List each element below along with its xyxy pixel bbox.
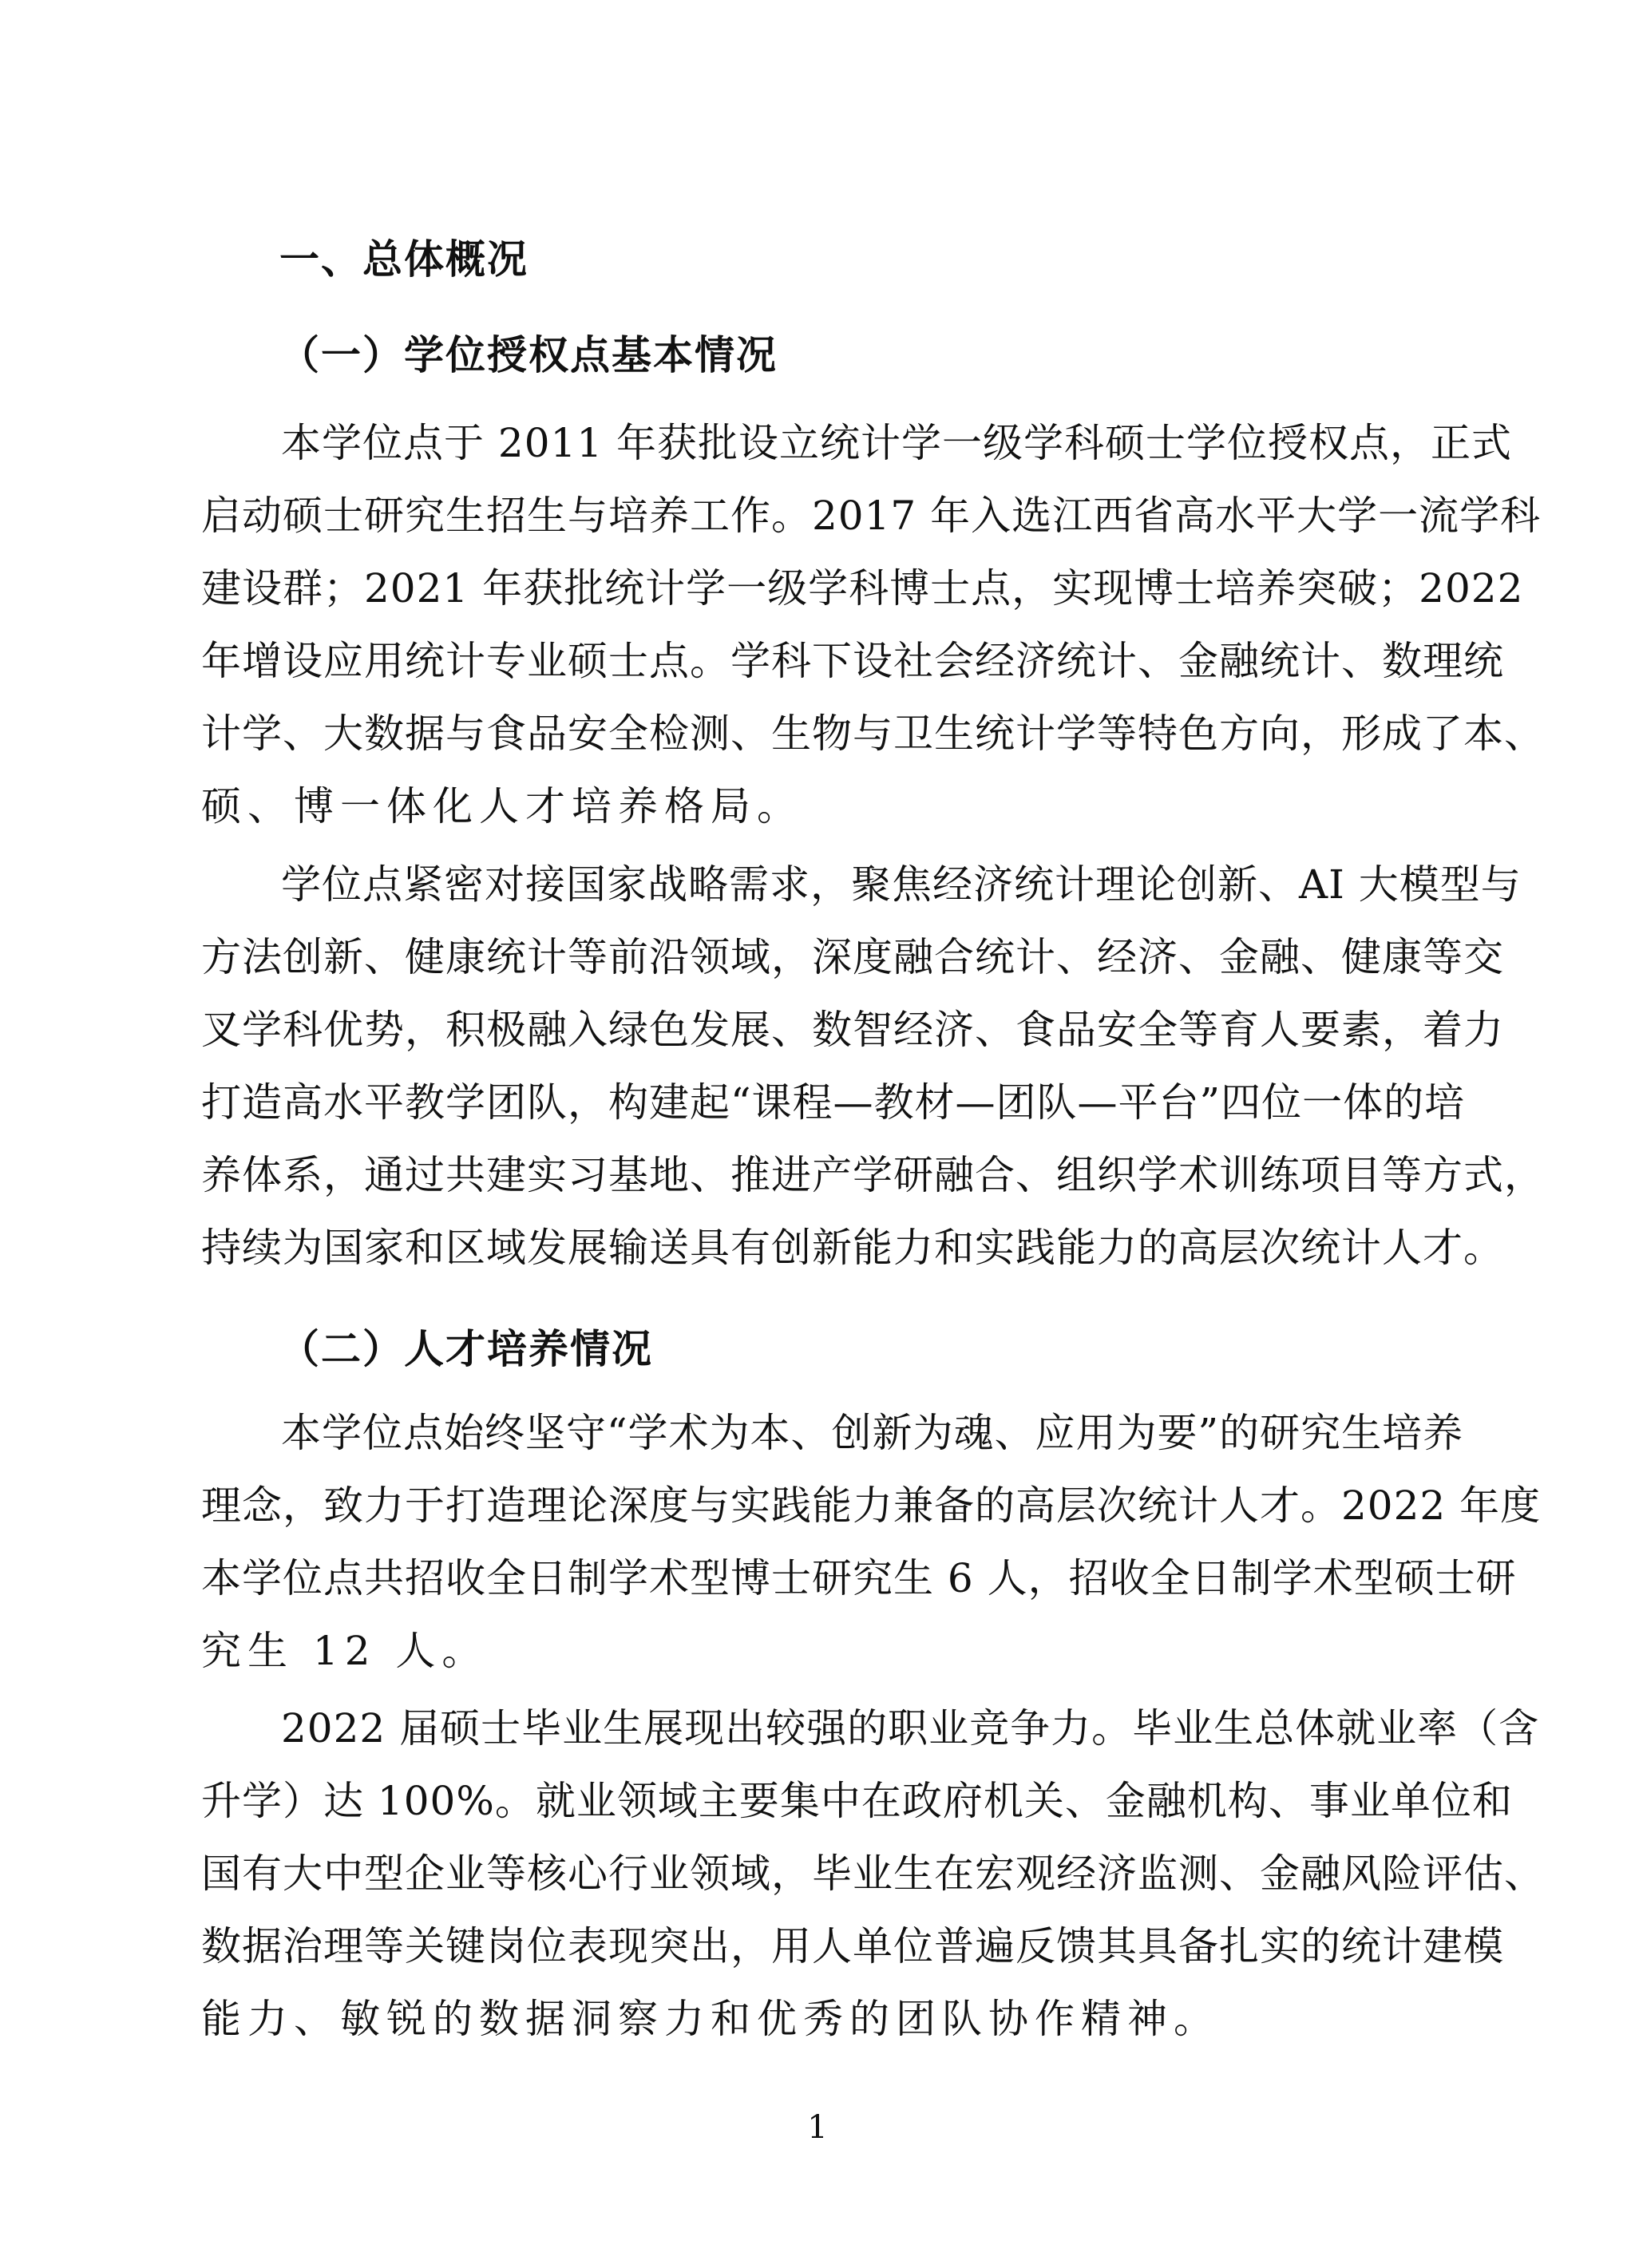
paragraph-line: 持续为国家和区域发展输送具有创新能力和实践能力的高层次统计人才。 bbox=[201, 1225, 1504, 1271]
paragraph-line: 本学位点共招收全日制学术型博士研究生 6 人，招收全日制学术型硕士研 bbox=[201, 1555, 1517, 1601]
paragraph-line: 方法创新、健康统计等前沿领域，深度融合统计、经济、金融、健康等交 bbox=[201, 934, 1504, 980]
paragraph-line: 启动硕士研究生招生与培养工作。2017 年入选江西省高水平大学一流学科 bbox=[201, 493, 1542, 539]
paragraph-line: 叉学科优势，积极融入绿色发展、数智经济、食品安全等育人要素，着力 bbox=[201, 1007, 1504, 1053]
paragraph-line: 本学位点于 2011 年获批设立统计学一级学科硕士学位授权点，正式 bbox=[281, 420, 1513, 466]
paragraph-line: 打造高水平教学团队，构建起“课程—教材—团队—平台”四位一体的培 bbox=[201, 1079, 1466, 1126]
paragraph-line: 计学、大数据与食品安全检测、生物与卫生统计学等特色方向，形成了本、 bbox=[201, 710, 1545, 757]
paragraph-line: 学位点紧密对接国家战略需求，聚焦经济统计理论创新、AI 大模型与 bbox=[281, 861, 1522, 908]
section-heading-degree-program: （一）学位授权点基本情况 bbox=[279, 332, 778, 378]
paragraph-line: 硕、博一体化人才培养格局。 bbox=[201, 783, 803, 829]
chapter-heading: 一、总体概况 bbox=[279, 236, 529, 283]
paragraph-line: 建设群；2021 年获批统计学一级学科博士点，实现博士培养突破；2022 bbox=[201, 565, 1524, 612]
paragraph-line: 国有大中型企业等核心行业领域，毕业生在宏观经济监测、金融风险评估、 bbox=[201, 1850, 1545, 1897]
paragraph-line: 数据治理等关键岗位表现突出，用人单位普遍反馈其具备扎实的统计建模 bbox=[201, 1923, 1504, 1969]
paragraph-line: 养体系，通过共建实习基地、推进产学研融合、组织学术训练项目等方式， bbox=[201, 1152, 1545, 1198]
section-heading-talent-training: （二）人才培养情况 bbox=[279, 1326, 653, 1372]
paragraph-line: 2022 届硕士毕业生展现出较强的职业竞争力。毕业生总体就业率（含 bbox=[281, 1705, 1540, 1751]
paragraph-line: 本学位点始终坚守“学术为本、创新为魂、应用为要”的研究生培养 bbox=[281, 1410, 1464, 1456]
page-number: 1 bbox=[807, 2109, 828, 2146]
paragraph-line: 能力、敏锐的数据洞察力和优秀的团队协作精神。 bbox=[201, 1996, 1220, 2042]
paragraph-line: 升学）达 100%。就业领域主要集中在政府机关、金融机构、事业单位和 bbox=[201, 1778, 1513, 1824]
paragraph-line: 究生 12 人。 bbox=[201, 1628, 489, 1674]
paragraph-line: 理念，致力于打造理论深度与实践能力兼备的高层次统计人才。2022 年度 bbox=[201, 1482, 1542, 1529]
paragraph-line: 年增设应用统计专业硕士点。学科下设社会经济统计、金融统计、数理统 bbox=[201, 638, 1504, 684]
